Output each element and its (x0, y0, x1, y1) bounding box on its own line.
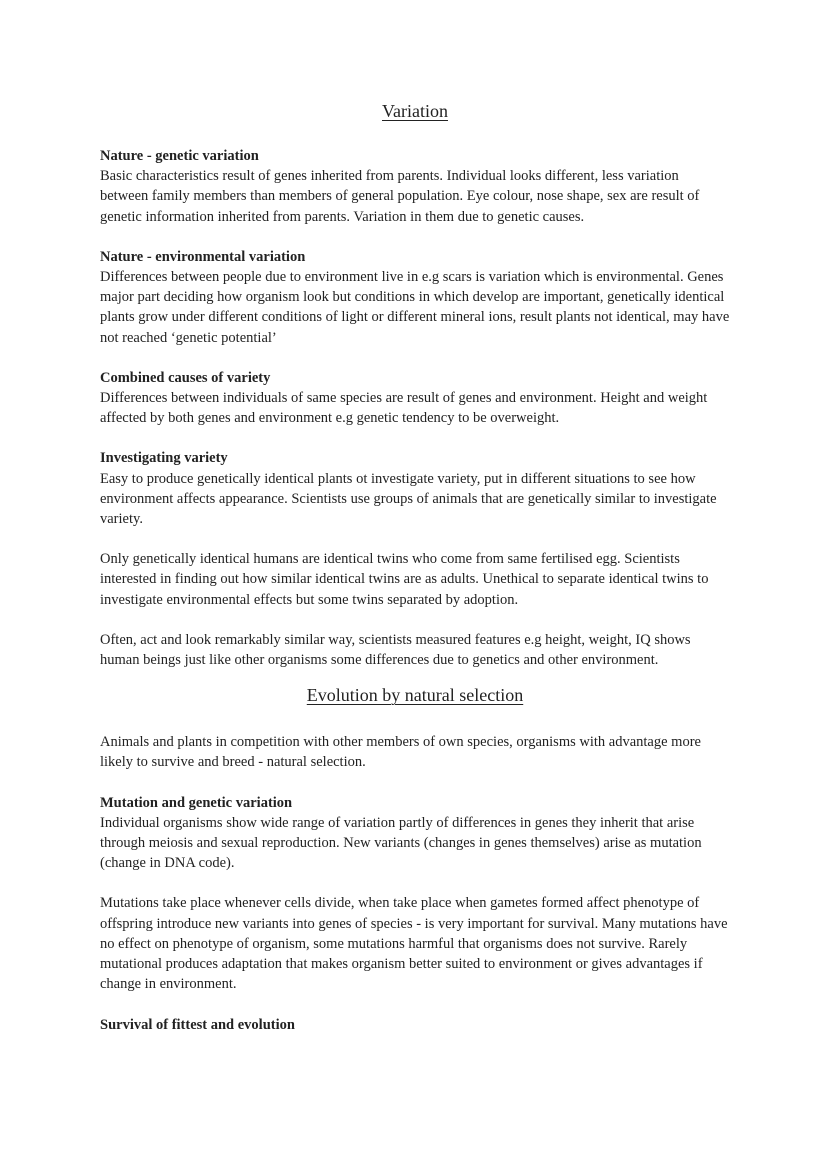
paragraph-remarkably-similar: Often, act and look remarkably similar way, scientists measured features e.g height, weight, IQ shows human beings just like other organisms some differences due to genetics and other environment. (100, 631, 691, 669)
text-combined-causes: Differences between individuals of same species are result of genes and environment. Height and weight affected by both genes and environment e.g genetic tendency to be overweight. (100, 390, 708, 427)
heading-genetic-variation: Nature - genetic variation (100, 148, 259, 164)
section-investigating-variety (100, 448, 730, 529)
section-genetic-variation (100, 146, 730, 227)
document-page (100, 98, 730, 1035)
text-investigating-variety: Easy to produce genetically identical plants ot investigate variety, put in different situations to see how environment affects appearance. Scientists use groups of animals that are genetically similar to investigate variety. (100, 470, 717, 528)
heading-environmental-variation: Nature - environmental variation (100, 248, 306, 265)
section-combined-causes (100, 368, 730, 429)
text-genetic-variation: Basic characteristics result of genes inherited from parents. Individual looks different, less variation between family members than members of general population. Eye colour, nose shape, sex are result of genetic information inherited from parents. Variation in them due to genetic causes. (100, 168, 700, 225)
text-mutation: Individual organisms show wide range of variation partly of differences in genes they inherit that arise through meiosis and sexual reproduction. New variants (changes in genes themselves) arise as mutation (change in DNA code). (100, 814, 702, 872)
heading-mutation: Mutation and genetic variation (100, 794, 293, 811)
title-evolution: Evolution by natural selection (306, 685, 524, 706)
heading-survival-of-fittest: Survival of fittest and evolution (100, 1016, 295, 1033)
section-environmental-variation (100, 247, 730, 348)
paragraph-mutations-cells-divide: Mutations take place whenever cells divide, when take place when gametes formed affect phenotype of offspring introduce new variants into genes of species - is very important for survival. Many mutations have no effect on phenotype of organism, some mutations harmful that organisms does not survive. Rarely mutational produces adaptation that makes organism better suited to environment or gives advantages if change in environment. (100, 895, 728, 993)
section-mutation (100, 793, 730, 874)
title-variation: Variation (382, 101, 448, 121)
text-environmental-variation: Differences between people due to environment live in e.g scars is variation which is environmental. Genes major part deciding how organism look but conditions in which develop are important, genetically identical plants grow under different conditions of light or different mineral ions, result plants not identical, may have not reached ‘genetic potential’ (100, 269, 730, 346)
paragraph-identical-twins: Only genetically identical humans are identical twins who come from same fertilised egg. Scientists interested in finding out how similar identical twins are as adults. Unethical to separate identical twins to investigate environmental effects but some twins separated by adoption. (100, 551, 709, 608)
heading-combined-causes: Combined causes of variety (100, 369, 271, 386)
paragraph-natural-selection-intro: Animals and plants in competition with other members of own species, organisms with advantage more likely to survive and breed - natural selection. (100, 734, 701, 771)
heading-investigating-variety: Investigating variety (100, 450, 228, 467)
